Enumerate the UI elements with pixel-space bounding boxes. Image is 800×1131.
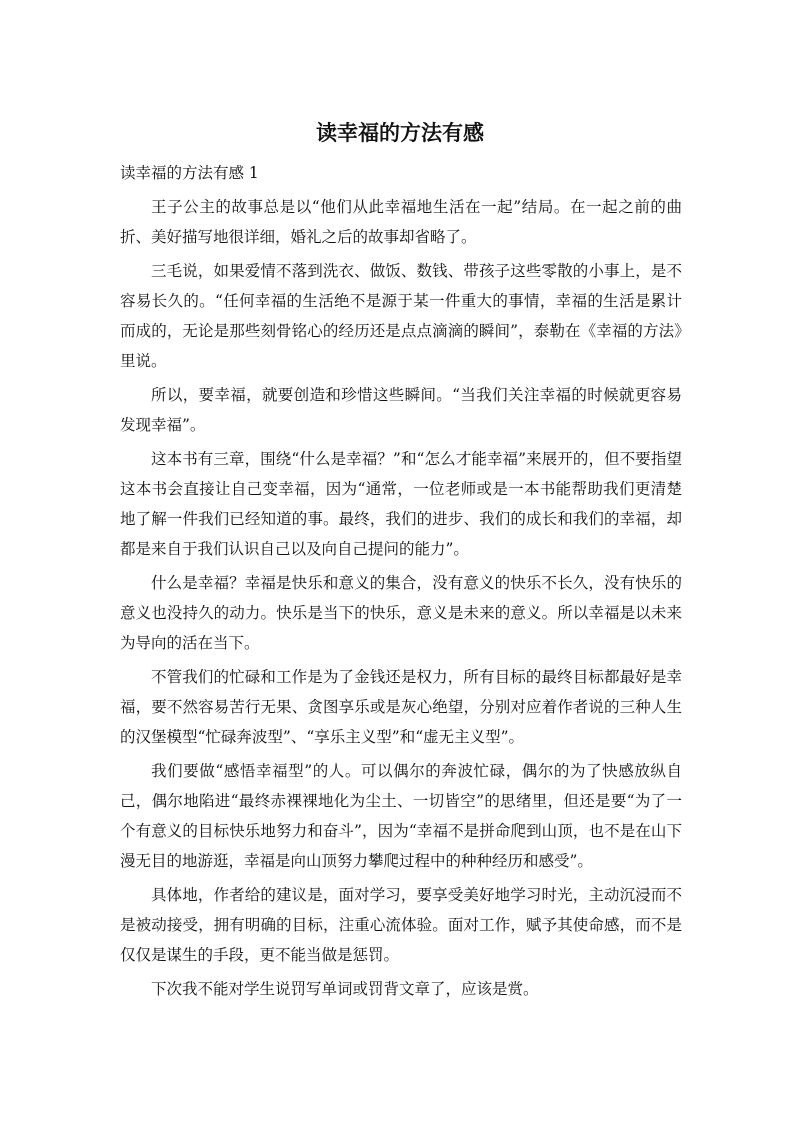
paragraph-3: 所以，要幸福，就要创造和珍惜这些瞬间。“当我们关注幸福的时候就更容易发现幸福”。 xyxy=(120,386,682,434)
section-heading: 读幸福的方法有感 1 xyxy=(120,164,259,182)
paragraph-5: 什么是幸福？幸福是快乐和意义的集合，没有意义的快乐不长久，没有快乐的意义也没持久的动力。快乐是当下的快乐，意义是未来的意义。所以幸福是以未来为导向的活在当下。 xyxy=(120,574,682,652)
paragraph-4: 这本书有三章，围绕“什么是幸福？”和“怎么才能幸福”来展开的，但不要指望这本书会直接让自己变幸福，因为“通常，一位老师或是一本书能帮助我们更清楚地了解一件我们已经知道的事。最终，我们的进步、我们的成长和我们的幸福，却都是来自于我们认识自己以及向自己提问的能力”。 xyxy=(120,450,682,558)
document-title: 读幸福的方法有感 xyxy=(316,121,484,145)
document-body xyxy=(120,192,682,1008)
paragraph-1: 王子公主的故事总是以“他们从此幸福地生活在一起”结局。在一起之前的曲折、美好描写地很详细，婚礼之后的故事却省略了。 xyxy=(120,198,682,246)
paragraph-2: 三毛说，如果爱情不落到洗衣、做饭、数钱、带孩子这些零散的小事上，是不容易长久的。“任何幸福的生活绝不是源于某一件重大的事情，幸福的生活是累计而成的，无论是那些刻骨铭心的经历还是点点滴滴的瞬间”，泰勒在《幸福的方法》里说。 xyxy=(120,262,682,370)
paragraph-7: 我们要做“感悟幸福型”的人。可以偶尔的奔波忙碌，偶尔的为了快感放纵自己，偶尔地陷进“最终赤裸裸地化为尘土、一切皆空”的思绪里，但还是要“为了一个有意义的目标快乐地努力和奋斗”，因为“幸福不是拼命爬到山顶，也不是在山下漫无目的地游逛，幸福是向山顶努力攀爬过程中的种种经历和感受”。 xyxy=(120,762,682,870)
paragraph-6: 不管我们的忙碌和工作是为了金钱还是权力，所有目标的最终目标都最好是幸福，要不然容易苦行无果、贪图享乐或是灰心绝望，分别对应着作者说的三种人生的汉堡模型“忙碌奔波型”、“享乐主义型”和“虚无主义型”。 xyxy=(120,668,682,746)
paragraph-9: 下次我不能对学生说罚写单词或罚背文章了，应该是赏。 xyxy=(151,980,539,998)
paragraph-8: 具体地，作者给的建议是，面对学习，要享受美好地学习时光，主动沉浸而不是被动接受，拥有明确的目标，注重心流体验。面对工作，赋予其使命感，而不是仅仅是谋生的手段，更不能当做是惩罚。 xyxy=(120,886,682,964)
